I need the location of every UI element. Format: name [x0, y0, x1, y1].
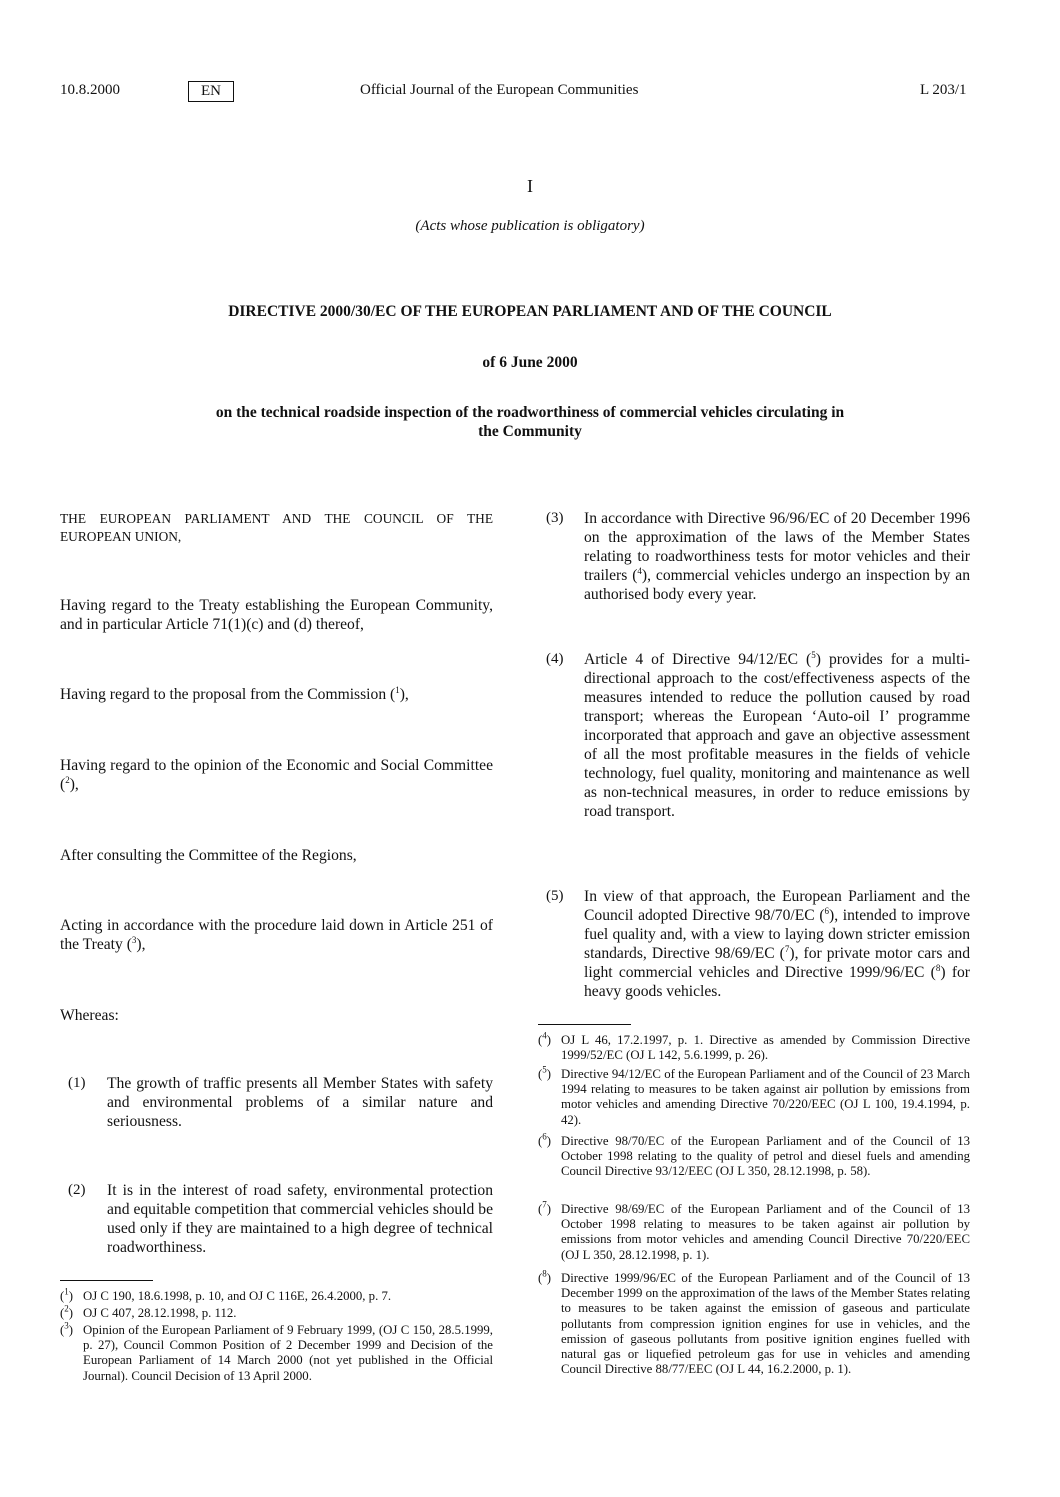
footnote-ref-5[interactable]: 5	[811, 649, 816, 660]
recital-number: (1)	[68, 1075, 86, 1091]
footnote-7	[538, 1199, 970, 1263]
footnote-mark: ($^2$)	[60, 1303, 74, 1320]
preamble-esc-close: ),	[69, 776, 79, 793]
footnote-mark: ($^4$)	[538, 1030, 552, 1047]
footnote-ref-8[interactable]: 8	[935, 962, 941, 973]
preamble-proposal-close: ),	[399, 686, 409, 703]
footnote-text: OJ C 407, 28.12.1998, p. 112.	[83, 1306, 237, 1320]
footnote-ref-2[interactable]: 2	[65, 774, 70, 785]
recital-text: In view of that approach, the European Parliament and the Council adopted Directive 98/70/EC (	[584, 888, 970, 924]
footnote-divider	[538, 1024, 631, 1025]
directive-subject-line-2: the Community	[478, 423, 582, 440]
preamble-regions: After consulting the Committee of the Regions,	[60, 847, 357, 864]
recital-text-cont: ), commercial vehicles undergo an inspection by an authorised body every year.	[584, 567, 971, 603]
footnote-ref-1[interactable]: 1	[395, 684, 400, 695]
footnote-mark: ($^7$)	[538, 1199, 552, 1216]
publication-date: 10.8.2000	[60, 82, 120, 98]
footnote-text: Directive 98/70/EC of the European Parliament and of the Council of 13 October 1998 relating to the quality of petrol and diesel fuels and amending Council Directive 93/12/EEC (OJ L 350, 28.12.1998, p. 58).	[561, 1134, 970, 1179]
footnote-5	[538, 1064, 970, 1128]
preamble-procedure-close: ),	[136, 936, 146, 953]
footnote-1	[60, 1286, 493, 1304]
preamble-procedure	[60, 916, 493, 954]
footnote-ref-3[interactable]: 3	[131, 934, 137, 945]
preamble-treaty: Having regard to the Treaty establishing the European Community, and in particular Article 71(1)(c) and (d) thereof,	[60, 597, 493, 633]
footnote-ref-7[interactable]: 7	[784, 943, 790, 954]
recital-text: The growth of traffic presents all Member States with safety and environmental problems of a similar nature and seriousness.	[107, 1075, 493, 1130]
preamble-proposal	[60, 685, 493, 704]
footnote-mark: ($^3$)	[60, 1320, 74, 1337]
directive-subject-line-1: on the technical roadside inspection of the roadworthiness of commercial vehicles circulating in	[215, 404, 845, 421]
preamble-whereas: Whereas:	[60, 1007, 119, 1024]
footnote-ref-4[interactable]: 4	[637, 565, 642, 576]
footnote-6	[538, 1131, 970, 1180]
recital-number: (2)	[68, 1182, 86, 1198]
footnote-text: OJ L 46, 17.2.1997, p. 1. Directive as amended by Commission Directive 1999/52/EC (OJ L 142, 5.6.1999, p. 26).	[561, 1033, 970, 1063]
footnote-text: Directive 94/12/EC of the European Parliament and of the Council of 23 March 1994 relating to measures to be taken against air pollution by emissions from motor vehicles and amending Directive 70/220/EEC (OJ L 100, 19.4.1994, p. 42).	[561, 1067, 970, 1127]
preamble-authors: THE EUROPEAN PARLIAMENT AND THE COUNCIL OF THE EUROPEAN UNION,	[60, 511, 493, 544]
footnote-8	[538, 1268, 970, 1377]
journal-title: Official Journal of the European Communities	[360, 82, 639, 98]
recital-text-5	[584, 887, 970, 1001]
footnote-4	[538, 1030, 970, 1063]
recital-number: (5)	[546, 888, 564, 904]
preamble-esc	[60, 756, 493, 794]
preamble-proposal-text: Having regard to the proposal from the Commission (	[60, 686, 396, 703]
recital-text-cont: ) provides for a multi-directional approach to the cost/effectiveness aspects of the measures intended to reduce the pollution caused by road transport; whereas the European ‘Auto-oil I’ programme incorporated that approach and gave an objective assessment of all the most profitable measures in the fields of vehicle technology, fuel quality, monitoring and maintenance as well as non-technical measures, in order to reduce emissions by road transport.	[584, 651, 970, 820]
footnote-text: OJ C 190, 18.6.1998, p. 10, and OJ C 116E, 26.4.2000, p. 7.	[83, 1289, 392, 1303]
recital-text: In accordance with Directive 96/96/EC of 20 December 1996 on the approximation of the laws of the Member States relating to roadworthiness tests for motor vehicles and their trailers (	[584, 510, 970, 584]
footnote-mark: ($^1$)	[60, 1286, 74, 1303]
preamble-esc-text: Having regard to the opinion of the Economic and Social Committee (	[60, 757, 493, 793]
section-subtitle: (Acts whose publication is obligatory)	[415, 218, 645, 234]
footnote-text: Opinion of the European Parliament of 9 February 1999, (OJ C 150, 28.5.1999, p. 27), Council Common Position of 2 December 1999 and Decision of the European Parliament of 14 March 2000 (not yet published in the Official Journal). Council Decision of 13 April 2000.	[83, 1323, 493, 1383]
footnote-mark: ($^6$)	[538, 1131, 552, 1148]
recital-text-3	[584, 509, 970, 604]
footnote-2	[60, 1303, 493, 1321]
recital-text: It is in the interest of road safety, environmental protection and equitable competition that commercial vehicles should be used only if they are maintained to a high degree of technical roadworthiness.	[107, 1182, 493, 1256]
directive-date: of 6 June 2000	[482, 354, 578, 371]
footnote-3	[60, 1320, 493, 1384]
language-badge: EN	[188, 81, 234, 102]
recital-text-cont: ), intended to improve fuel quality and, with a view to laying down stricter emission standards, Directive 98/69/EC (	[584, 907, 970, 962]
recital-text-cont: ) for heavy goods vehicles.	[584, 964, 970, 1000]
footnote-text: Directive 98/69/EC of the European Parliament and of the Council of 13 October 1998 relating to measures to be taken against air pollution by emissions from motor vehicles and amending Council Directive 70/220/EEC (OJ L 350, 28.12.1998, p. 1).	[561, 1202, 970, 1262]
directive-title: DIRECTIVE 2000/30/EC OF THE EUROPEAN PARLIAMENT AND OF THE COUNCIL	[228, 303, 832, 320]
recital-text-cont: ), for private motor cars and light commercial vehicles and Directive 1999/96/EC (	[584, 945, 970, 981]
footnote-divider	[60, 1280, 153, 1281]
preamble-procedure-text: Acting in accordance with the procedure laid down in Article 251 of the Treaty (	[60, 917, 493, 953]
recital-text: Article 4 of Directive 94/12/EC (	[584, 651, 812, 668]
footnote-text: Directive 1999/96/EC of the European Parliament and of the Council of 13 December 1999 on the approximation of the laws of the Member States relating to measures to be taken against the emission of gaseous and particulate pollutants from compression ignition engines for use in vehicles, and the emission of gaseous pollutants from positive ignition engines fuelled with natural gas or liquefied petroleum gas for use in vehicles and amending Council Directive 88/77/EEC (OJ L 44, 16.2.2000, p. 1).	[561, 1271, 970, 1377]
page-reference: L 203/1	[920, 82, 967, 98]
recital-number: (3)	[546, 510, 564, 526]
recital-number: (4)	[546, 651, 564, 667]
footnote-mark: ($^8$)	[538, 1268, 552, 1285]
section-roman-numeral: I	[527, 176, 533, 196]
recital-text-4	[584, 650, 970, 821]
footnote-ref-6[interactable]: 6	[824, 905, 830, 916]
footnote-mark: ($^5$)	[538, 1064, 552, 1081]
